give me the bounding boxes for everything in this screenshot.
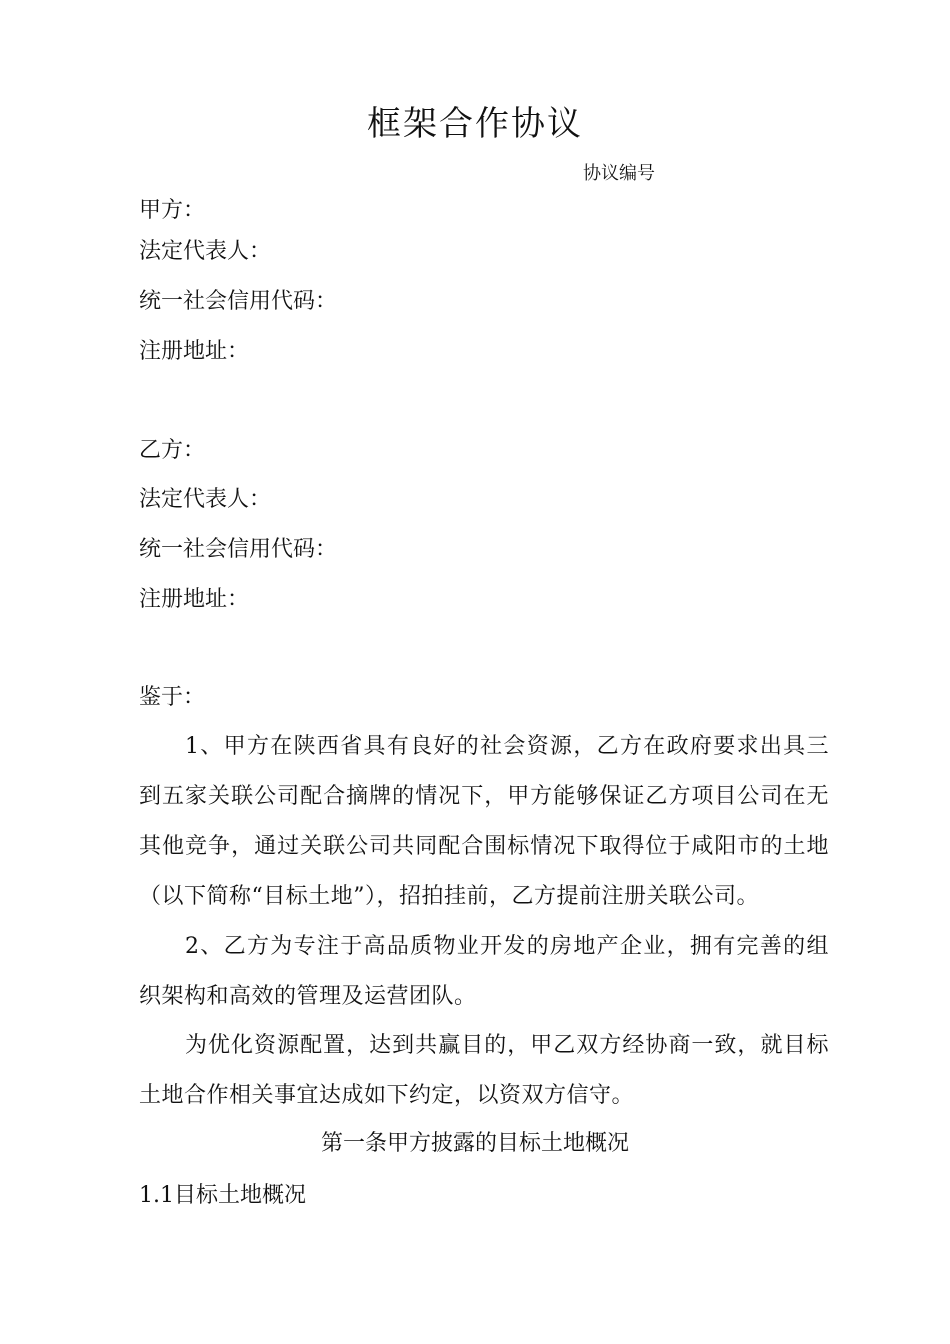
party-b-legal-rep: 法定代表人： <box>139 487 272 512</box>
party-b-label: 乙方： <box>139 438 206 463</box>
party-b-credit-code: 统一社会信用代码： <box>139 537 338 562</box>
agreement-number-label: 协议编号 <box>583 163 655 184</box>
recitals-heading: 鉴于： <box>139 685 206 710</box>
article-1-title: 第一条甲方披露的目标土地概况 <box>320 1131 629 1156</box>
recital-item-2: 2、乙方为专注于高品质物业开发的房地产企业，拥有完善的组织架构和高效的管理及运营团队。 <box>139 934 829 1009</box>
recital-purpose: 为优化资源配置，达到共赢目的，甲乙双方经协商一致，就目标土地合作相关事宜达成如下约定，以资双方信守。 <box>139 1033 829 1108</box>
recital-item-1: 1、甲方在陕西省具有良好的社会资源，乙方在政府要求出具三到五家关联公司配合摘牌的情况下，甲方能够保证乙方项目公司在无其他竞争，通过关联公司共同配合围标情况下取得位于咸阳市的土地（以下简称“目标土地”），招拍挂前，乙方提前注册关联公司。 <box>139 734 829 909</box>
article-1-subsection: 1.1目标土地概况 <box>139 1183 306 1208</box>
party-a-credit-code: 统一社会信用代码： <box>139 289 338 314</box>
document-title: 框架合作协议 <box>367 104 583 144</box>
party-a-label: 甲方： <box>139 198 206 223</box>
party-a-legal-rep: 法定代表人： <box>139 239 272 264</box>
party-b-address: 注册地址： <box>139 587 250 612</box>
party-a-address: 注册地址： <box>139 339 250 364</box>
